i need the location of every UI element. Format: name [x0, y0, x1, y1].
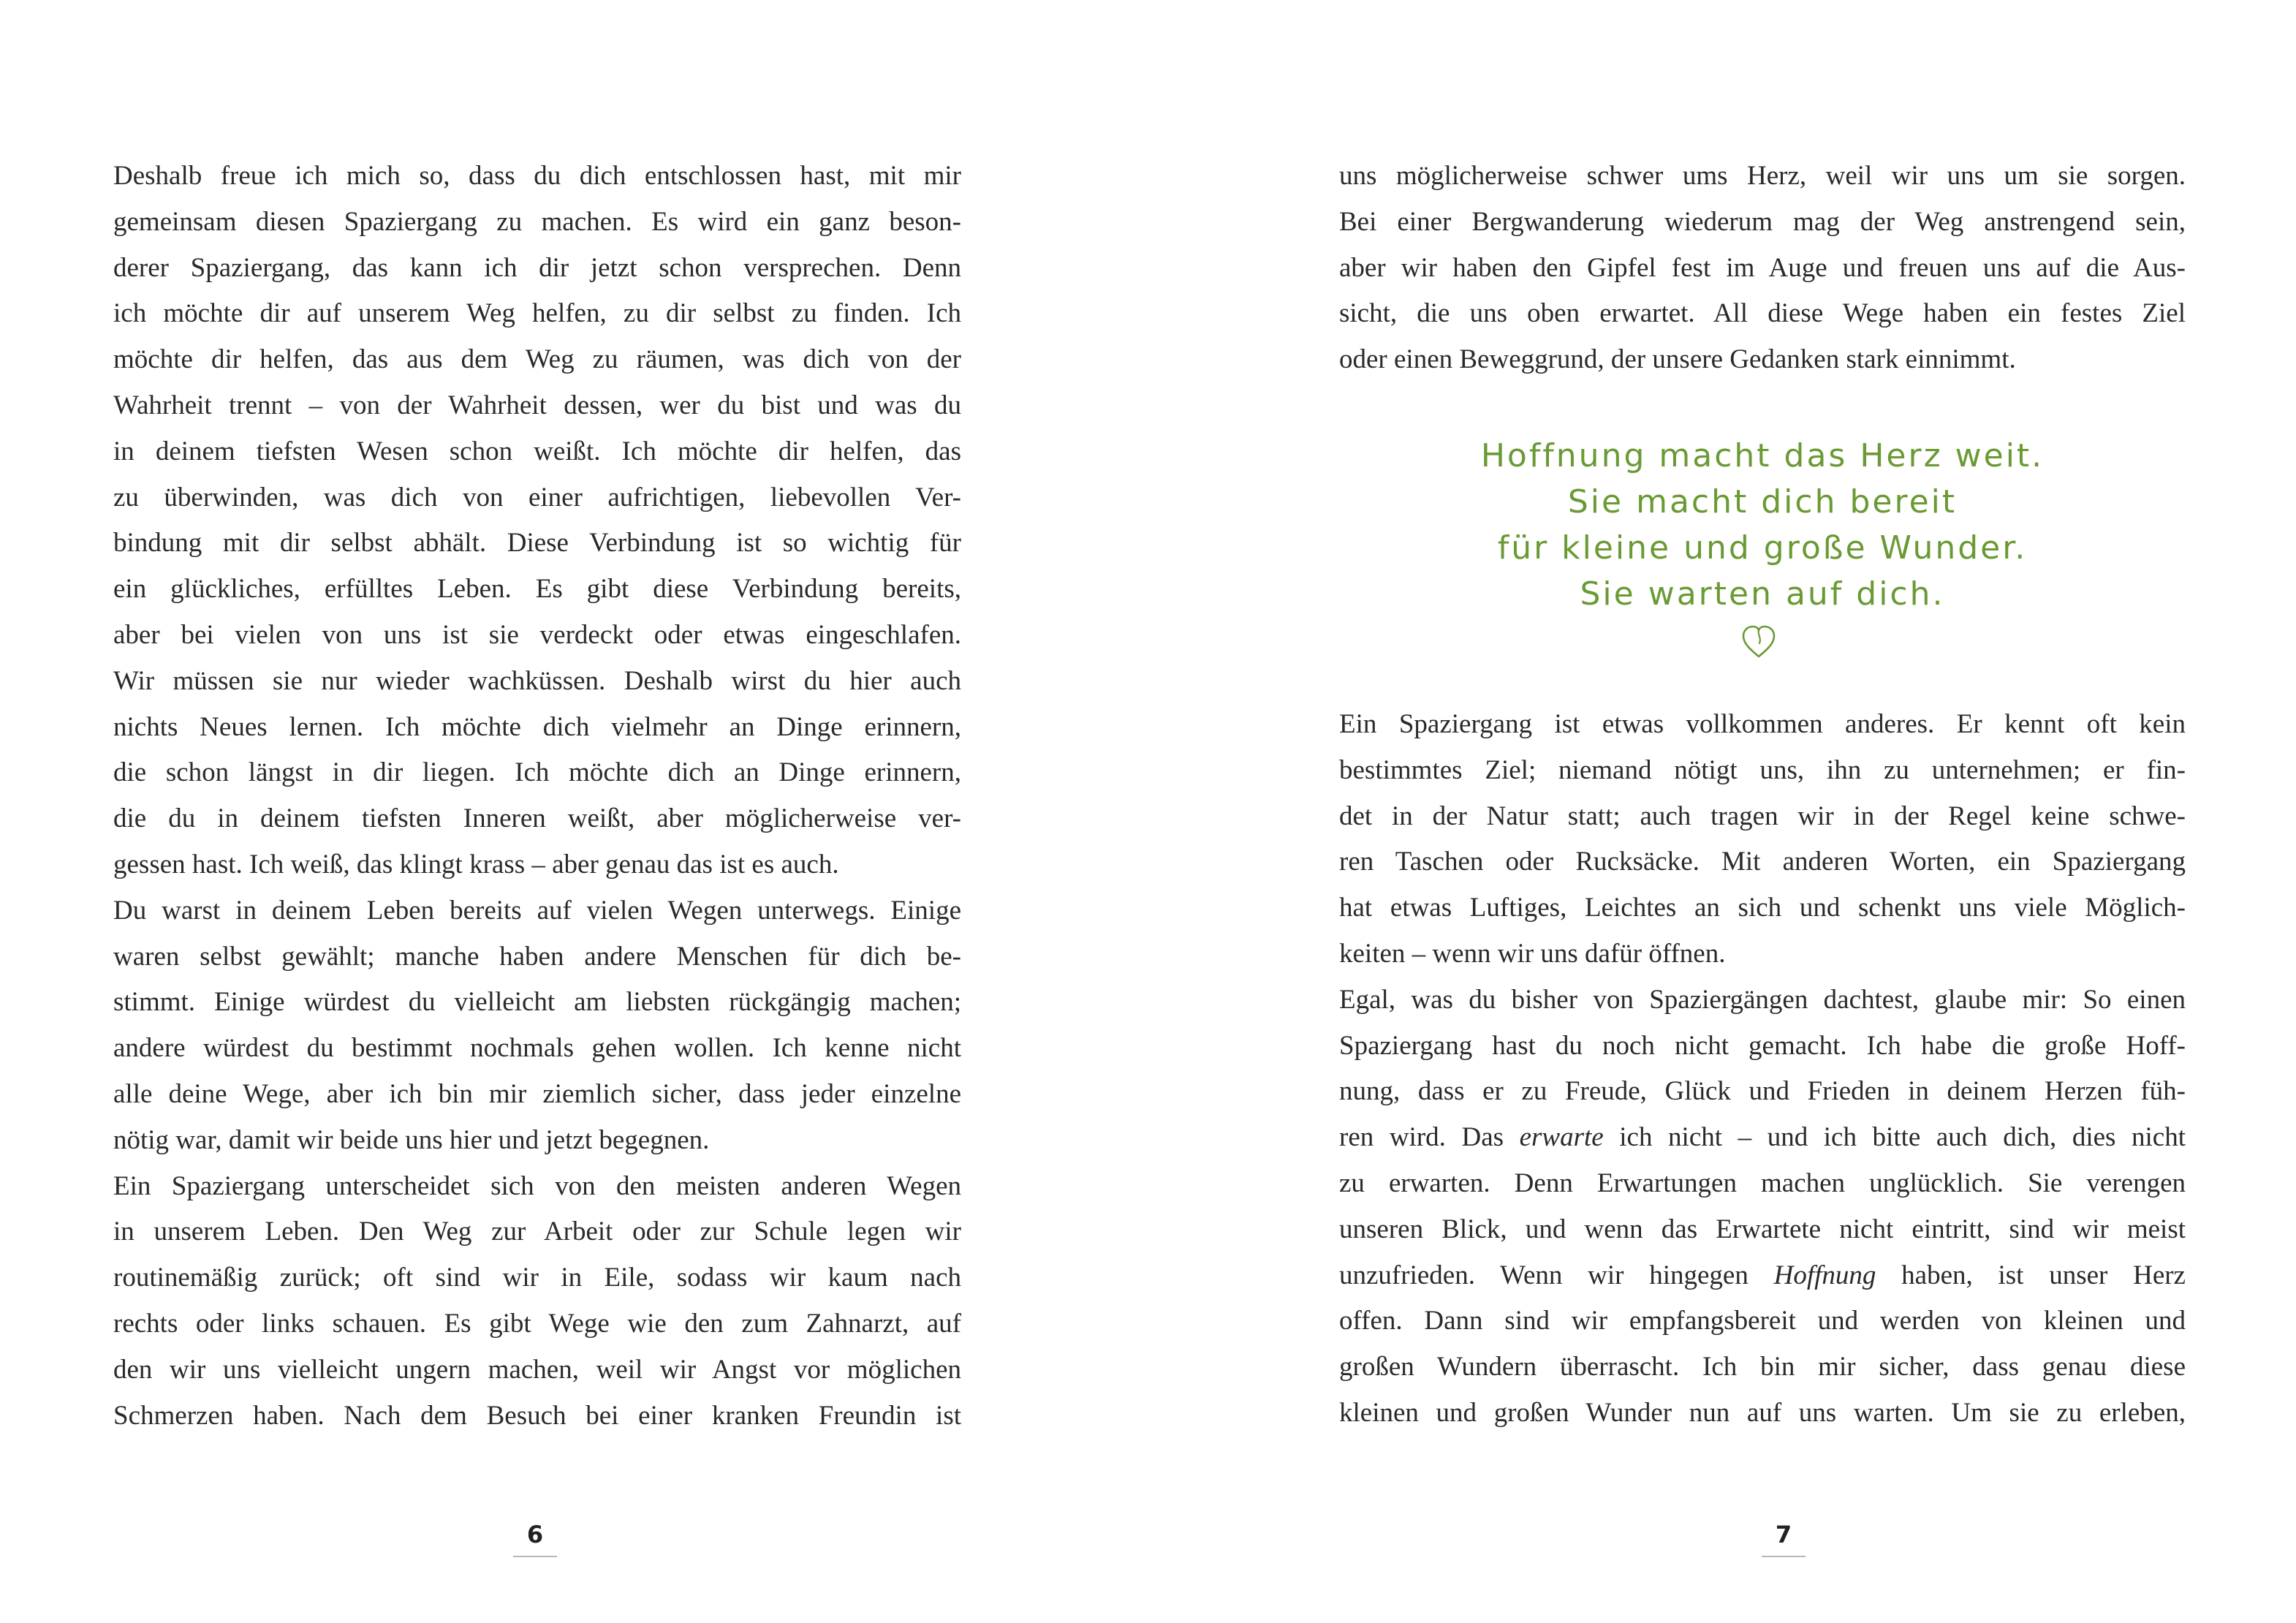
text-line: zu überwinden, was dich von einer aufrichtigen, liebevollen Ver- — [113, 482, 961, 512]
text-line: großen Wundern überrascht. Ich bin mir sicher, dass genau diese — [1339, 1352, 2186, 1382]
text-line: routinemäßig zurück; oft sind wir in Eile, sodass wir kaum nach — [113, 1263, 961, 1293]
text-line: nötig war, damit wir beide uns hier und jetzt begegnen. — [113, 1124, 710, 1155]
text-line: Wir müssen sie nur wieder wachküssen. Deshalb wirst du hier auch — [113, 665, 961, 696]
text-segment: ich nicht – und ich bitte auch dich, dies nicht — [1603, 1122, 2186, 1153]
right-page — [1148, 0, 2296, 1623]
text-line: ich möchte dir auf unserem Weg helfen, zu dir selbst zu finden. Ich — [113, 298, 961, 329]
text-line: Deshalb freue ich mich so, dass du dich entschlossen hast, mit mir — [113, 161, 961, 191]
text-line: bestimmtes Ziel; niemand nötigt uns, ihn zu unternehmen; er fin- — [1339, 754, 2186, 785]
text-line: ein glückliches, erfülltes Leben. Es gibt diese Verbindung bereits, — [113, 574, 961, 605]
text-line: Spaziergang hast du noch nicht gemacht. Ich habe die große Hoff- — [1339, 1030, 2186, 1061]
text-line: gemeinsam diesen Spaziergang zu machen. Es wird ein ganz beson- — [113, 206, 961, 237]
text-line: det in der Natur statt; auch tragen wir in der Regel keine schwe- — [1339, 801, 2186, 831]
text-line: Bei einer Bergwanderung wiederum mag der Weg anstrengend sein, — [1339, 206, 2186, 237]
text-segment: haben, ist unser Herz — [1876, 1260, 2186, 1290]
right-page-top-text — [1339, 154, 2186, 383]
text-line: unseren Blick, und wenn das Erwartete nicht eintritt, sind wir meist — [1339, 1214, 2186, 1244]
page-number: 6 — [526, 1521, 544, 1548]
text-line: nung, dass er zu Freude, Glück und Frieden in deinem Herzen füh- — [1339, 1076, 2186, 1107]
text-line: zu erwarten. Denn Erwartungen machen unglücklich. Sie verengen — [1339, 1168, 2186, 1198]
text-line: aber bei vielen von uns ist sie verdeckt oder etwas eingeschlafen. — [113, 619, 961, 650]
text-line: möchte dir helfen, das aus dem Weg zu räumen, was dich von der — [113, 344, 961, 375]
emphasized-word: Hoffnung — [1773, 1260, 1876, 1290]
text-line: andere würdest du bestimmt nochmals gehen wollen. Ich kenne nicht — [113, 1033, 961, 1064]
text-line: Wahrheit trennt – von der Wahrheit dessen, wer du bist und was du — [113, 390, 961, 420]
text-line: uns möglicherweise schwer ums Herz, weil wir uns um sie sorgen. — [1339, 161, 2186, 191]
page-number: 7 — [1775, 1521, 1792, 1548]
text-line: waren selbst gewählt; manche haben andere Menschen für dich be- — [113, 941, 961, 972]
text-segment: unzufrieden. Wenn wir hingegen — [1339, 1260, 1774, 1290]
quote-line: Sie warten auf dich. — [1580, 575, 1945, 613]
text-line: Ein Spaziergang unterscheidet sich von den meisten anderen Wegen — [113, 1170, 961, 1201]
text-line: aber wir haben den Gipfel fest im Auge und freuen uns auf die Aus- — [1339, 252, 2186, 283]
emphasized-word: erwarte — [1519, 1122, 1604, 1153]
pull-quote — [1339, 433, 2186, 617]
text-line: stimmt. Einige würdest du vielleicht am liebsten rückgängig machen; — [113, 987, 961, 1018]
text-line: Ein Spaziergang ist etwas vollkommen anderes. Er kennt oft kein — [1339, 709, 2186, 739]
page-number-underline — [513, 1556, 557, 1557]
text-line: derer Spaziergang, das kann ich dir jetzt schon versprechen. Denn — [113, 252, 961, 283]
text-line: alle deine Wege, aber ich bin mir ziemlich sicher, dass jeder einzelne — [113, 1078, 961, 1109]
heart-outline-icon — [1740, 623, 1778, 661]
text-line: in unserem Leben. Den Weg zur Arbeit oder zur Schule legen wir — [113, 1217, 961, 1247]
text-line: offen. Dann sind wir empfangsbereit und werden von kleinen und — [1339, 1306, 2186, 1336]
text-line: die schon längst in dir liegen. Ich möchte dich an Dinge erinnern, — [113, 757, 961, 788]
left-page-body-text — [113, 154, 961, 1439]
text-line: kleinen und großen Wunder nun auf uns warten. Um sie zu erleben, — [1339, 1397, 2186, 1428]
text-line: keiten – wenn wir uns dafür öffnen. — [1339, 938, 1726, 969]
quote-line: Sie macht dich bereit — [1567, 483, 1958, 521]
text-line: rechts oder links schauen. Es gibt Wege wie den zum Zahnarzt, auf — [113, 1308, 961, 1339]
text-line: bindung mit dir selbst abhält. Diese Verbindung ist so wichtig für — [113, 528, 961, 559]
quote-line: für kleine und große Wunder. — [1497, 529, 2028, 567]
text-line: nichts Neues lernen. Ich möchte dich vielmehr an Dinge erinnern, — [113, 711, 961, 742]
text-line: in deinem tiefsten Wesen schon weißt. Ich möchte dir helfen, das — [113, 436, 961, 466]
text-line: hat etwas Luftiges, Leichtes an sich und schenkt uns viele Möglich- — [1339, 893, 2186, 923]
text-line: Egal, was du bisher von Spaziergängen dachtest, glaube mir: So einen — [1339, 984, 2186, 1015]
text-line: sicht, die uns oben erwartet. All diese Wege haben ein festes Ziel — [1339, 298, 2186, 329]
page-number-underline — [1762, 1556, 1806, 1557]
text-line: Du warst in deinem Leben bereits auf vielen Wegen unterwegs. Einige — [113, 895, 961, 926]
text-line — [1339, 1253, 2186, 1299]
text-line: die du in deinem tiefsten Inneren weißt, aber möglicherweise ver- — [113, 803, 961, 834]
text-segment: ren wird. Das — [1339, 1122, 1520, 1153]
text-line: oder einen Beweggrund, der unsere Gedanken stark einnimmt. — [1339, 344, 2016, 375]
text-line — [1339, 1115, 2186, 1161]
right-page-bottom-text — [1339, 702, 2186, 1437]
text-line: gessen hast. Ich weiß, das klingt krass – aber genau das ist es auch. — [113, 849, 839, 879]
text-line: den wir uns vielleicht ungern machen, weil wir Angst vor möglichen — [113, 1354, 961, 1385]
text-line: Schmerzen haben. Nach dem Besuch bei einer kranken Freundin ist — [113, 1400, 961, 1431]
text-line: ren Taschen oder Rucksäcke. Mit anderen Worten, ein Spaziergang — [1339, 847, 2186, 877]
quote-line: Hoffnung macht das Herz weit. — [1480, 437, 2045, 474]
